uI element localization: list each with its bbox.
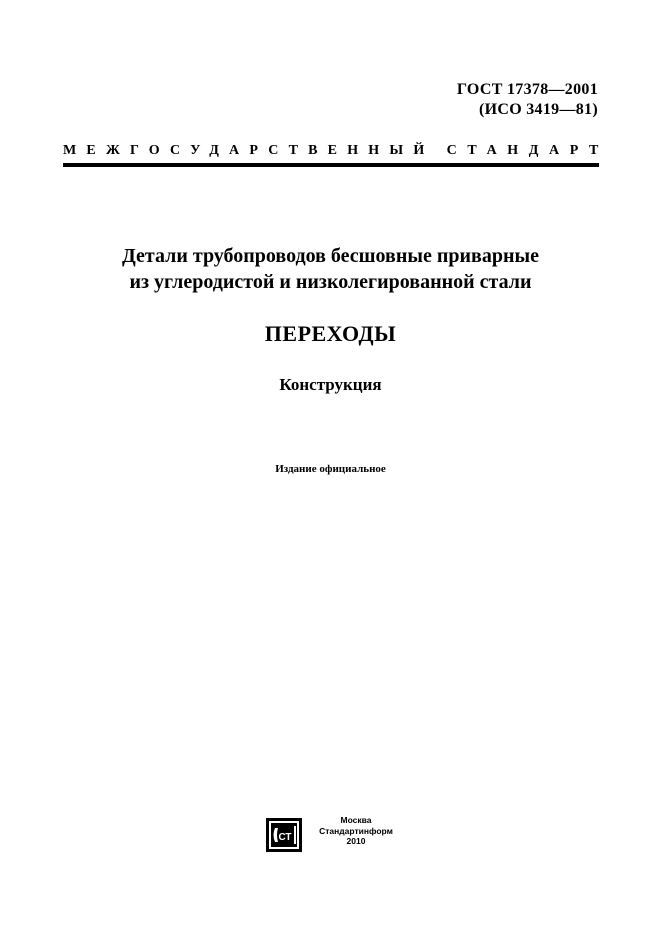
document-title-line-1: Детали трубопроводов бесшовные приварные xyxy=(122,245,539,267)
edition-note: Издание официальное xyxy=(275,463,386,475)
publisher-name: Стандартинформ xyxy=(319,825,393,836)
gost-number: ГОСТ 17378—2001 xyxy=(456,81,598,98)
document-title-line-2: из углеродистой и низколегированной стали xyxy=(129,271,532,293)
standartinform-logo-icon xyxy=(266,818,302,852)
publication-year: 2010 xyxy=(346,836,366,846)
document-number-block xyxy=(457,80,598,120)
document-title xyxy=(0,243,661,295)
publisher-text xyxy=(308,815,404,847)
header-label-standard: СТАНДАРТ xyxy=(446,143,609,158)
logo-lettering: СТ xyxy=(278,832,292,843)
iso-number: (ИСО 3419—81) xyxy=(478,101,598,118)
header-divider xyxy=(63,163,599,167)
publisher-imprint xyxy=(266,815,406,855)
publisher-city: Москва xyxy=(340,815,372,825)
section-title: ПЕРЕХОДЫ xyxy=(264,321,397,346)
document-subtitle: Конструкция xyxy=(279,375,382,394)
header-label-interstate: МЕЖГОСУДАРСТВЕННЫЙ xyxy=(63,143,435,158)
